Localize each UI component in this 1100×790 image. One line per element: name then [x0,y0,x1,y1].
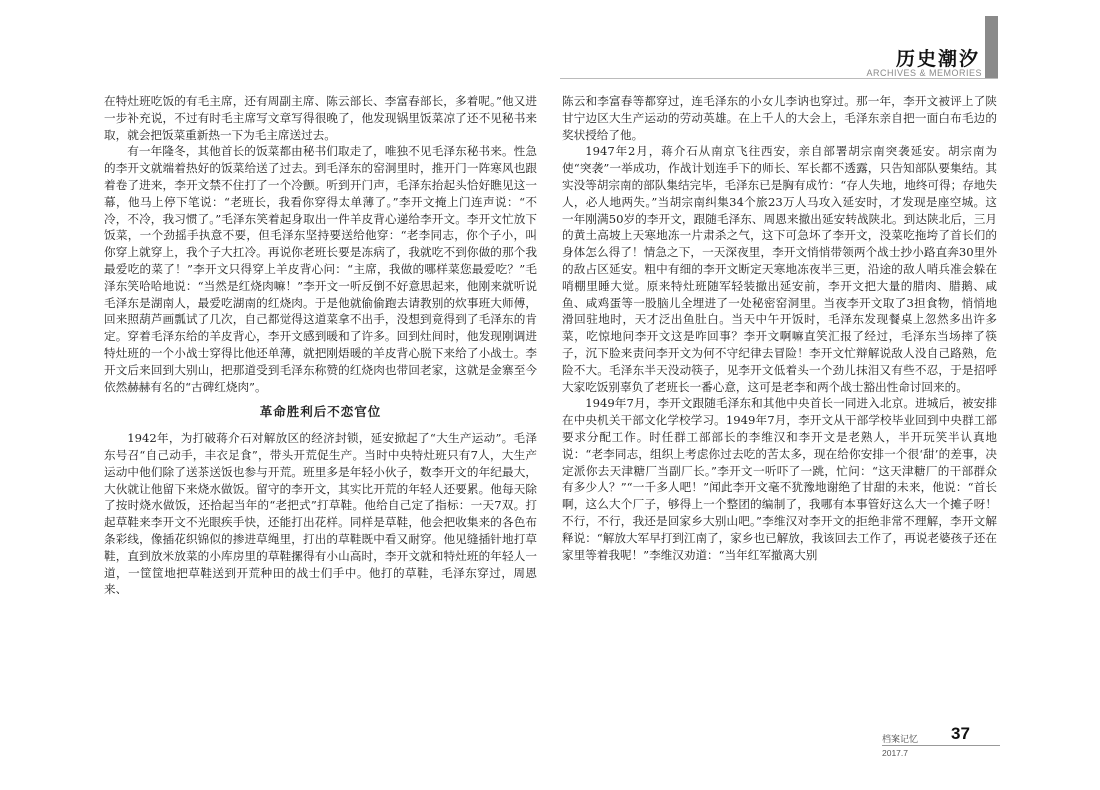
right-text-column [562,93,997,563]
left-text-column [104,93,537,598]
footer-magazine-name: 档案记忆 [882,735,919,745]
section-heading: 革命胜利后不恋官位 [259,404,382,420]
column-title: 历史潮汐 [895,48,980,70]
header-accent-bar [985,16,998,78]
paragraph: 1947年2月，蒋介石从南京飞往西安，亲自部署胡宗南突袭延安。胡宗南为使“突袭”一举成功，作战计划连手下的师长、军长都不透露，只告知部队要集结。其实没等胡宗南的部队集结完毕，毛泽东已是胸有成竹：“存人失地，地终可得；存地失人，必人地两失。”当胡宗南纠集34个旅23万人马攻入延安时，才发现是座空城。这一年刚满50岁的李开文，跟随毛泽东、周恩来撤出延安转战陕北。到达陕北后，三月的黄土高坡上天寒地冻一片肃杀之气，这下可急坏了李开文，没菜吃拖垮了首长们的身体怎么得了！情急之下，一天深夜里，李开文悄悄带领两个战士抄小路直奔30里外的敌占区延安。粗中有细的李开文断定天寒地冻夜半三更，沿途的敌人哨兵准会躲在哨棚里睡大觉。原来特灶班随军轻装撤出延安前，李开文把大量的腊肉、腊鹅、咸鱼、咸鸡蛋等一股脑儿全埋进了一处秘密窑洞里。当夜李开文取了3担食物，悄悄地滑回驻地时，天才泛出鱼肚白。当天中午开饭时，毛泽东发现餐桌上忽然多出许多菜，吃惊地问李开文这是咋回事？李开文啊嘛直笑汇报了经过，毛泽东当场摔了筷子，沉下脸来责问李开文为何不守纪律去冒险！李开文忙辩解说敌人没自己路熟，危险不大。毛泽东半天没动筷子，见李开文低着头一个劲儿抹泪又有些不忍，于是招呼大家吃饭别辜负了老班长一番心意，这可是老李和两个战士豁出性命讨回来的。 [562,144,997,394]
page-number: 37 [951,724,970,743]
issue-date: 2017.7 [882,748,908,758]
paragraph: 有一年隆冬，其他首长的饭菜都由秘书们取走了，唯独不见毛泽东秘书来。性急的李开文就端着热好的饭菜给送了过去。到毛泽东的窑洞里时，推开门一阵寒风也跟着卷了进来，李开文禁不住打了一个冷颤。听到开门声，毛泽东抬起头恰好瞧见这一幕，他马上停下笔说：“老班长，我看你穿得太单薄了。”李开文掩上门连声说：“不冷，不冷，我习惯了。”毛泽东笑着起身取出一件羊皮背心递给李开文。李开文忙放下饭菜，一个劲摇手执意不要，但毛泽东坚持要送给他穿：“老李同志，你个子小，叫你穿上就穿上，我个子大扛冷。再说你老班长要是冻病了，我就吃不到你做的那个我最爱吃的菜了！”李开文只得穿上羊皮背心问：“主席，我做的哪样菜您最爱吃？”毛泽东笑哈哈地说：“当然是红烧肉嘛！”李开文一听反倒不好意思起来，他刚来就听说毛泽东是湖南人，最爱吃湖南的红烧肉。于是他就偷偷跑去请教别的炊事班大师傅，回来照葫芦画瓢试了几次，自己都觉得这道菜拿不出手，没想到竟得到了毛泽东的肯定。穿着毛泽东给的羊皮背心，李开文感到暖和了许多。回到灶间时，他发现刚调进特灶班的一个小战士穿得比他还单薄，就把刚焐暖的羊皮背心脱下来给了小战士。李开文后来回到大别山，把那道受到毛泽东称赞的红烧肉也带回老家，这就是金寨至今依然赫赫有名的“古碑红烧肉”。 [104,144,537,394]
paragraph: 陈云和李富春等都穿过，连毛泽东的小女儿李讷也穿过。那一年，李开文被评上了陕甘宁边区大生产运动的劳动英雄。在上千人的大会上，毛泽东亲自把一面白布毛边的奖状授给了他。 [562,94,997,142]
paragraph: 1949年7月，李开文跟随毛泽东和其他中央首长一同进入北京。进城后，被安排在中央机关干部文化学校学习。1949年7月，李开文从干部学校毕业回到中央群工部要求分配工作。时任群工部部长的李维汉和李开文是老熟人，半开玩笑半认真地说：“老李同志，组织上考虑你过去吃的苦太多，现在给你安排一个很‘甜’的差事，决定派你去天津糖厂当副厂长。”李开文一听吓了一跳，忙问：“这天津糖厂的干部群众有多少人？”“一千多人吧！”闻此李开文毫不犹豫地谢绝了甘甜的未来，他说：“首长啊，这么大个厂子，够得上一个整团的编制了，我哪有本事管好这么大一个摊子呀！不行，不行，我还是回家乡大别山吧。”李维汉对李开文的拒绝非常不理解，李开文解释说：“解放大军早打到江南了，家乡也已解放，我该回去工作了，再说老婆孩子还在家里等着我呢！”李维汉劝道：“当年红军撤离大别 [562,396,997,562]
paragraph: 在特灶班吃饭的有毛主席，还有周副主席、陈云部长、李富春部长，多着呢。”他又进一步补充说，不过有时毛主席写文章写得很晚了，他发现锅里饭菜凉了还不见秘书来取，就会把饭菜重新热一下为毛主席送过去。 [104,94,537,142]
paragraph: 1942年，为打破蒋介石对解放区的经济封锁，延安掀起了“大生产运动”。毛泽东号召“自己动手，丰衣足食”，带头开荒促生产。当时中央特灶班只有7人，大生产运动中他们除了送茶送饭也参与开荒。班里多是年轻小伙子，数李开文的年纪最大，大伙就让他留下来烧水做饭。留守的李开文，其实比开荒的年轻人还要累。他每天除了按时烧水做饭，还拾起当年的“老把式”打草鞋。他给自己定了指标：一天7双。打起草鞋来李开文不光眼疾手快，还能打出花样。同样是草鞋，他会把收集来的各色布条彩线，像插花织锦似的掺进草绳里，打出的草鞋既中看又耐穿。他见缝插针地打草鞋，直到放米放菜的小库房里的草鞋摞得有小山高时，李开文就和特灶班的年轻人一道，一筐筐地把草鞋送到开荒种田的战士们手中。他打的草鞋，毛泽东穿过，周恩来、 [104,431,537,597]
footer-divider [882,745,1000,746]
column-subtitle: ARCHIVES & MEMORIES [866,68,982,78]
header-divider [560,78,998,79]
